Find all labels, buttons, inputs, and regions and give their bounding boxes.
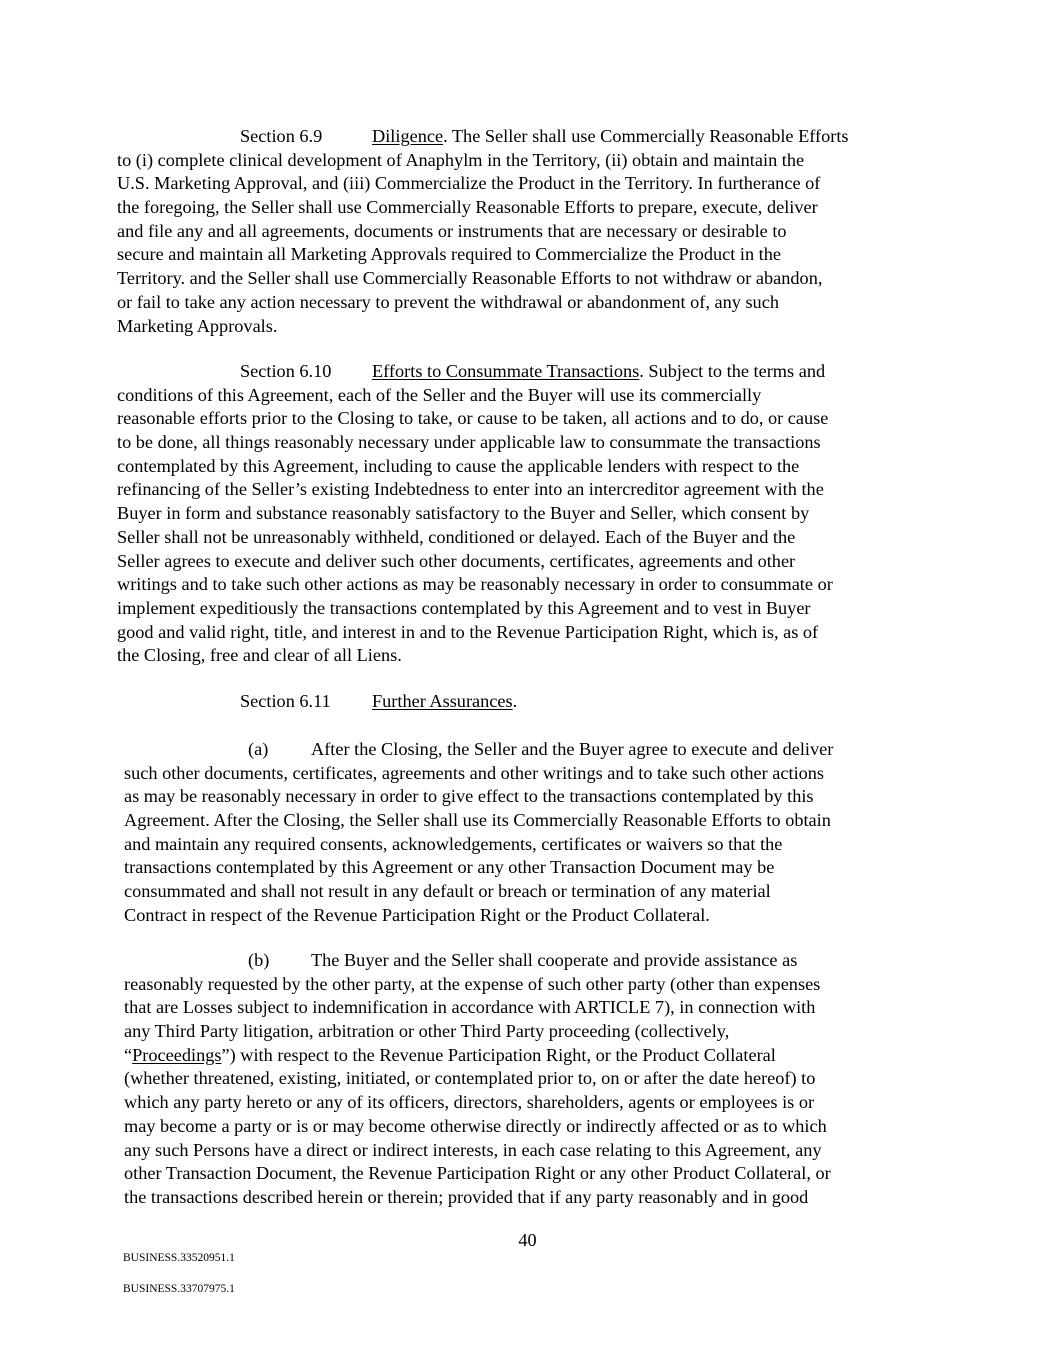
section-6-10-line: . Subject to the terms and: [639, 361, 826, 381]
clause-b-defined-term-line: [124, 1044, 831, 1068]
section-6-10-paragraph: [117, 360, 833, 668]
section-6-10-line: refinancing of the Seller’s existing Indebtedness to enter into an intercreditor agreement with the: [117, 479, 824, 500]
section-6-9-line: U.S. Marketing Approval, and (iii) Commercialize the Product in the Territory. In furtherance of: [117, 173, 821, 194]
clause-a-first-line: [124, 738, 833, 762]
footer-document-id: BUSINESS.33520951.1: [123, 1252, 235, 1264]
section-6-10-line: reasonable efforts prior to the Closing to take, or cause to be taken, all actions and to do, or cause: [117, 408, 829, 429]
clause-b-line: any Third Party litigation, arbitration or other Third Party proceeding (collectively,: [124, 1021, 730, 1042]
section-6-9-line: Territory. and the Seller shall use Commercially Reasonable Efforts to not withdraw or abandon,: [117, 268, 823, 289]
section-6-9-line: . The Seller shall use Commercially Reasonable Efforts: [443, 126, 849, 146]
clause-b-label: (b): [248, 950, 270, 970]
section-6-11-tail: .: [512, 691, 518, 711]
section-6-10-line: conditions of this Agreement, each of the Seller and the Buyer will use its commercially: [117, 384, 762, 405]
clause-b-line: reasonably requested by the other party, at the expense of such other party (other than expenses: [124, 973, 821, 994]
clause-b-line: the transactions described herein or therein; provided that if any party reasonably and in good: [124, 1186, 809, 1207]
section-6-10-line: contemplated by this Agreement, including to cause the applicable lenders with respect to the: [117, 455, 800, 476]
section-6-10-line: Seller agrees to execute and deliver such other documents, certificates, agreements and other: [117, 550, 796, 571]
section-6-10-line: Buyer in form and substance reasonably satisfactory to the Buyer and Seller, which consent by: [117, 503, 810, 524]
section-6-10-first-line: [117, 360, 833, 384]
section-6-9-line: and file any and all agreements, documents or instruments that are necessary or desirable to: [117, 220, 787, 241]
clause-b-line: (whether threatened, existing, initiated, or contemplated prior to, on or after the date hereof) to: [124, 1068, 816, 1089]
clause-a-line: consummated and shall not result in any default or breach or termination of any material: [124, 881, 771, 902]
clause-a-line: After the Closing, the Seller and the Buyer agree to execute and deliver: [311, 739, 834, 759]
page-number: 40: [518, 1230, 537, 1250]
clause-a-line: such other documents, certificates, agreements and other writings and to take such other actions: [124, 762, 825, 783]
section-6-10-line: Seller shall not be unreasonably withheld, conditioned or delayed. Each of the Buyer and the: [117, 526, 796, 547]
section-6-9-line: secure and maintain all Marketing Approvals required to Commercialize the Product in the: [117, 244, 782, 265]
footer-document-id: BUSINESS.33707975.1: [123, 1283, 235, 1295]
defined-term-close: ”) with respect to the Revenue Participation Right, or the Product Collateral: [221, 1044, 776, 1065]
section-6-11-heading-line: [117, 690, 517, 714]
section-6-10-line: writings and to take such other actions as may be reasonably necessary in order to consummate or: [117, 574, 833, 595]
section-6-9-heading: Diligence: [372, 126, 444, 146]
clause-a-line: Contract in respect of the Revenue Participation Right or the Product Collateral.: [124, 904, 710, 925]
clause-b-line: other Transaction Document, the Revenue Participation Right or any other Product Collateral, or: [124, 1163, 831, 1184]
section-6-10-number: Section 6.10: [240, 361, 332, 381]
clause-a-label: (a): [248, 739, 269, 759]
section-6-9-first-line: [117, 125, 849, 149]
clause-b-line: may become a party or is or may become otherwise directly or indirectly affected or as to which: [124, 1115, 827, 1136]
section-6-9-line: to (i) complete clinical development of Anaphylm in the Territory, (ii) obtain and maintain the: [117, 149, 805, 170]
clause-b-line: any such Persons have a direct or indirect interests, in each case relating to this Agreement, any: [124, 1139, 822, 1160]
section-6-10-line: implement expeditiously the transactions contemplated by this Agreement and to vest in Buyer: [117, 597, 811, 618]
section-6-10-line: to be done, all things reasonably necessary under applicable law to consummate the transactions: [117, 432, 821, 453]
clause-b-line: The Buyer and the Seller shall cooperate and provide assistance as: [311, 950, 798, 970]
clause-b-line: that are Losses subject to indemnification in accordance with ARTICLE 7), in connection with: [124, 997, 816, 1018]
clause-a-line: and maintain any required consents, acknowledgements, certificates or waivers so that the: [124, 833, 783, 854]
section-6-9-line: the foregoing, the Seller shall use Commercially Reasonable Efforts to prepare, execute, deliver: [117, 197, 818, 218]
section-6-10-line: good and valid right, title, and interest in and to the Revenue Participation Right, which is, as of: [117, 621, 819, 642]
section-6-9-number: Section 6.9: [240, 126, 323, 146]
clause-a-line: as may be reasonably necessary in order to give effect to the transactions contemplated by this: [124, 786, 814, 807]
clause-a-line: Agreement. After the Closing, the Seller shall use its Commercially Reasonable Efforts to obtain: [124, 810, 831, 831]
section-6-9-line: Marketing Approvals.: [117, 315, 278, 336]
section-6-10-heading: Efforts to Consummate Transactions: [372, 361, 640, 381]
section-6-11-heading: Further Assurances: [372, 691, 513, 711]
section-6-11-number: Section 6.11: [240, 691, 331, 711]
section-6-9-line: or fail to take any action necessary to prevent the withdrawal or abandonment of, any such: [117, 291, 779, 312]
clause-a-paragraph: [124, 738, 833, 928]
clause-b-paragraph: [124, 949, 831, 1210]
section-6-9-paragraph: [117, 125, 849, 338]
defined-term-open-quote: “: [124, 1044, 133, 1065]
clause-a-line: transactions contemplated by this Agreement or any other Transaction Document may be: [124, 857, 775, 878]
defined-term-proceedings: Proceedings: [132, 1044, 222, 1065]
clause-b-line: which any party hereto or any of its officers, directors, shareholders, agents or employees is or: [124, 1092, 815, 1113]
section-6-10-line: the Closing, free and clear of all Liens.: [117, 645, 402, 666]
clause-b-first-line: [124, 949, 831, 973]
